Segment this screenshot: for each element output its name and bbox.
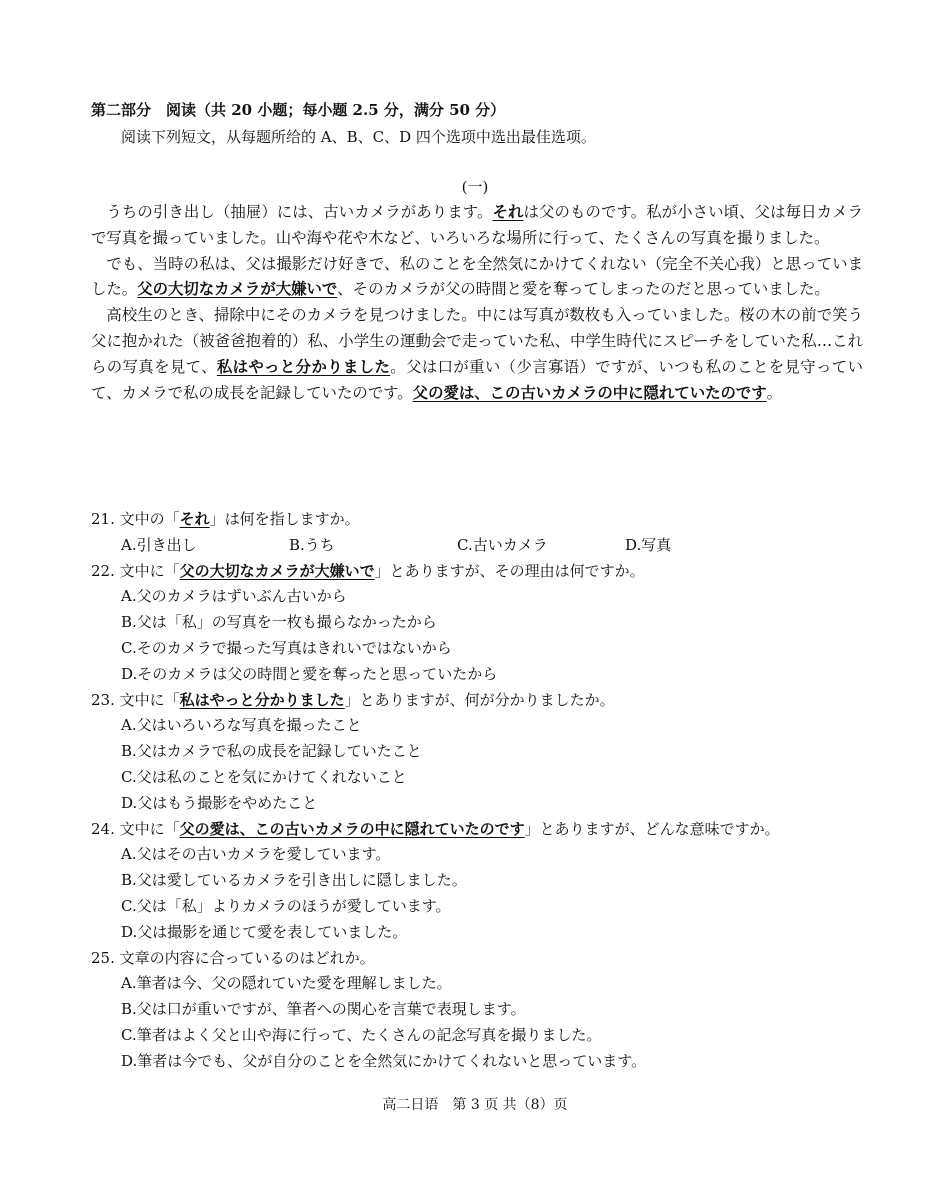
- option-a[interactable]: A.引き出し: [121, 535, 197, 554]
- option-c[interactable]: C.筆者はよく父と山や海に行って、たくさんの記念写真を撮りました。: [121, 1025, 602, 1044]
- question-23: 23. 文中に「私はやっと分かりました」とありますが、何が分かりましたか。: [91, 690, 615, 709]
- question-quote: それ: [179, 510, 210, 528]
- question-quote: 私はやっと分かりました: [179, 690, 345, 709]
- question-quote: 父の大切なカメラが大嫌いで: [179, 561, 375, 580]
- option-c[interactable]: C.古いカメラ: [457, 535, 548, 554]
- option-b[interactable]: B.父はカメラで私の成長を記録していたこと: [121, 742, 422, 761]
- option-b[interactable]: B.父は愛しているカメラを引き出しに隠しました。: [121, 871, 467, 890]
- section-instruction: 阅读下列短文，从每题所给的 A、B、C、D 四个选项中选出最佳选项。: [121, 128, 596, 146]
- question-21: 21. 文中の「それ」は何を指しますか。: [91, 510, 360, 528]
- option-c[interactable]: C.そのカメラで撮った写真はきれいではないから: [121, 638, 452, 657]
- page-footer: 高二日语 第 3 页 共（8）页: [382, 1097, 568, 1113]
- option-d[interactable]: D.そのカメラは父の時間と愛を奪ったと思っていたから: [121, 664, 498, 683]
- option-c[interactable]: C.父は「私」よりカメラのほうが愛しています。: [121, 896, 451, 915]
- question-24: 24. 文中に「父の愛は、この古いカメラの中に隠れていたのです」とありますが、どんな意味ですか。: [91, 819, 780, 838]
- option-b[interactable]: B.父は「私」の写真を一枚も撮らなかったから: [121, 613, 437, 632]
- option-a[interactable]: A.父のカメラはずいぶん古いから: [121, 587, 347, 606]
- underlined-phrase-sore: それ: [492, 203, 524, 221]
- underlined-phrase-love: 父の愛は、この古いカメラの中に隠れていたのです: [412, 383, 767, 402]
- underlined-phrase-camera: 父の大切なカメラが大嫌いで: [137, 280, 338, 299]
- passage-number: (一): [461, 178, 489, 196]
- question-quote: 父の愛は、この古いカメラの中に隠れていたのです: [179, 819, 525, 838]
- option-d[interactable]: D.写真: [625, 535, 672, 554]
- question-21-options: [91, 533, 891, 559]
- option-b[interactable]: B.父は口が重いですが、筆者への関心を言葉で表現します。: [121, 1000, 526, 1019]
- underlined-phrase-understood: 私はやっと分かりました: [216, 357, 391, 376]
- question-22: 22. 文中に「父の大切なカメラが大嫌いで」とありますが、その理由は何ですか。: [91, 561, 645, 580]
- option-c[interactable]: C.父は私のことを気にかけてくれないこと: [121, 767, 407, 786]
- option-d[interactable]: D.筆者は今でも、父が自分のことを全然気にかけてくれないと思っています。: [121, 1051, 647, 1070]
- question-25: 25. 文章の内容に合っているのはどれか。: [91, 948, 375, 967]
- option-d[interactable]: D.父はもう撮影をやめたこと: [121, 793, 318, 812]
- option-a[interactable]: A.父はいろいろな写真を撮ったこと: [121, 716, 362, 735]
- reading-passage: [91, 200, 863, 406]
- option-a[interactable]: A.筆者は今、父の隠れていた愛を理解しました。: [121, 974, 452, 993]
- option-b[interactable]: B.うち: [289, 535, 335, 554]
- question-list: [91, 507, 891, 1075]
- section-title: 第二部分 阅读（共 20 小题；每小题 2.5 分，满分 50 分）: [91, 101, 506, 119]
- passage-paragraph-2: でも、当時の私は、父は撮影だけ好きで、私のことを全然気にかけてくれない（完全不关心我）と思っていました。父の大切なカメラが大嫌いで、そのカメラが父の時間と愛を奪ってしまったのだと思っていました。: [91, 254, 863, 299]
- passage-paragraph-1: うちの引き出し（抽屉）には、古いカメラがあります。それは父のものです。私が小さい頃、父は毎日カメラで写真を撮っていました。山や海や花や木など、いろいろな場所に行って、たくさんの写真を撮りました。: [91, 203, 863, 247]
- option-d[interactable]: D.父は撮影を通じて愛を表していました。: [121, 922, 408, 941]
- option-a[interactable]: A.父はその古いカメラを愛しています。: [121, 845, 391, 864]
- passage-paragraph-3: 高校生のとき、掃除中にそのカメラを見つけました。中には写真が数枚も入っていました。桜の木の前で笑う父に抱かれた（被爸爸抱着的）私、小学生の運動会で走っていた私、中学生時代にスピーチをしていた私…これらの写真を見て、私はやっと分かりました。父は口が重い（少言寡语）ですが、いつも私のことを見守っていて、カメラで私の成長を記録していたのです。父の愛は、この古いカメラの中に隠れていたのです。: [91, 306, 863, 402]
